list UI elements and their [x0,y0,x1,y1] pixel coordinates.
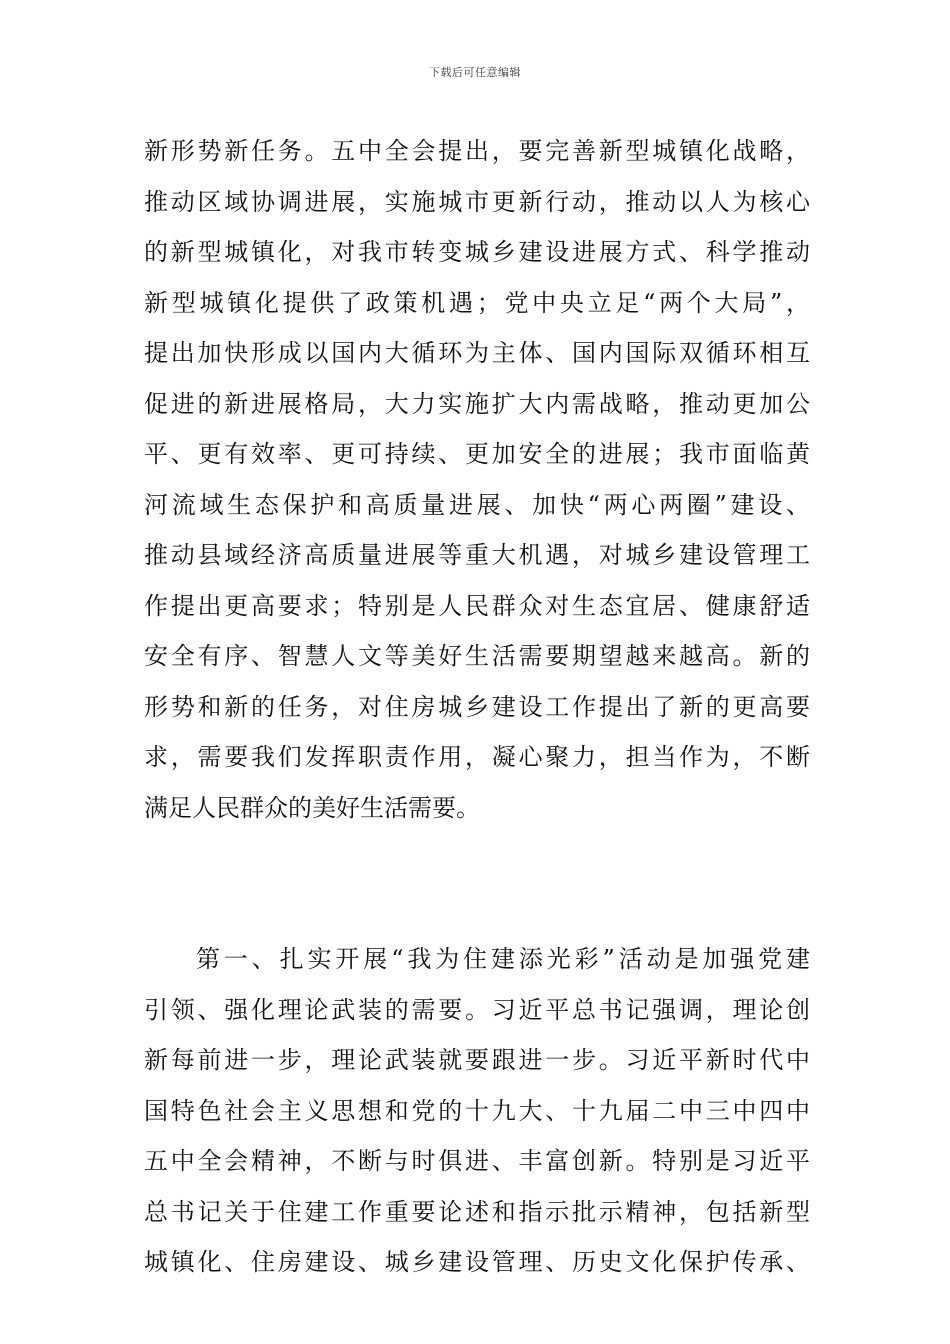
text-line: 形势和新的任务，对住房城乡建设工作提出了新的更高要 [144,692,810,721]
text-line: 满足人民群众的美好生活需要。 [144,793,480,822]
text-line: 新每前进一步，理论武装就要跟进一步。习近平新时代中 [144,1046,810,1074]
text-line: 第一、扎实开展“我为住建添光彩”活动是加强党建 [196,945,810,973]
text-line: 国特色社会主义思想和党的十九大、十九届二中三中四中 [144,1096,810,1125]
text-line: 城镇化、住房建设、城乡建设管理、历史文化保护传承、 [144,1248,810,1276]
text-line: 新形势新任务。五中全会提出，要完善新型城镇化战略， [144,137,810,165]
page-header: 下载后可任意编辑 [429,66,521,79]
text-line: 总书记关于住建工作重要论述和指示批示精神，包括新型 [144,1197,810,1226]
text-line: 五中全会精神，不断与时俱进、丰富创新。特别是习近平 [144,1147,810,1175]
text-line: 的新型城镇化，对我市转变城乡建设进展方式、科学推动 [144,238,810,266]
document-body [144,126,810,1288]
text-line: 平、更有效率、更可持续、更加安全的进展；我市面临黄 [144,440,810,468]
text-line: 引领、强化理论武装的需要。习近平总书记强调，理论创 [144,995,810,1024]
text-line: 促进的新进展格局，大力实施扩大内需战略，推动更加公 [144,389,810,418]
text-line: 提出加快形成以国内大循环为主体、国内国际双循环相互 [144,339,810,367]
text-line: 求，需要我们发挥职责作用，凝心聚力，担当作为，不断 [144,743,810,771]
paragraph-1 [144,126,810,833]
text-line: 新型城镇化提供了政策机遇；党中央立足“两个大局”， [144,288,810,317]
text-line: 推动县域经济高质量进展等重大机遇，对城乡建设管理工 [144,541,810,569]
paragraph-2 [144,934,810,1288]
text-line: 推动区域协调进展，实施城市更新行动，推动以人为核心 [144,187,810,216]
text-line: 作提出更高要求；特别是人民群众对生态宜居、健康舒适 [144,591,810,620]
text-line: 河流域生态保护和高质量进展、加快“两心两圈”建设、 [144,490,810,519]
text-line: 安全有序、智慧人文等美好生活需要期望越来越高。新的 [144,642,810,670]
paragraph-spacer [144,833,810,934]
